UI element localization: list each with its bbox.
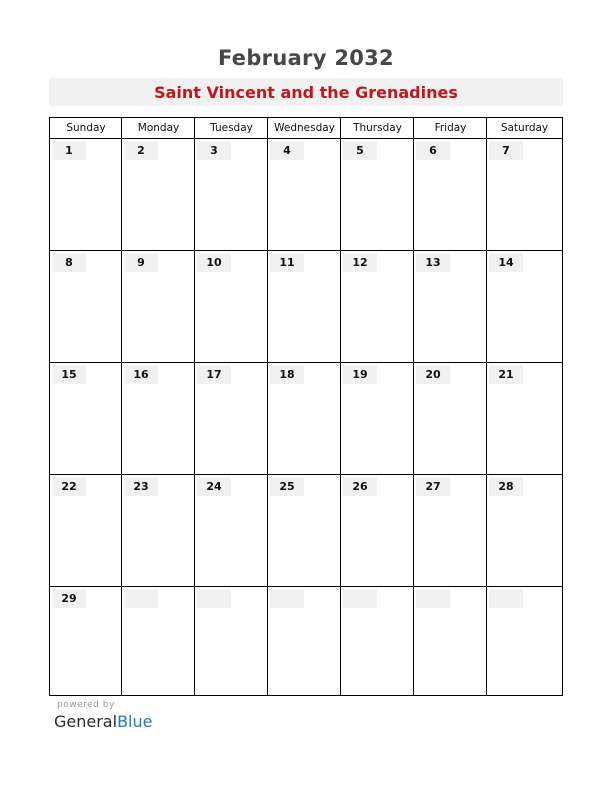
country-banner xyxy=(49,78,563,106)
day-cell[interactable] xyxy=(268,251,341,363)
day-number: 21 xyxy=(489,365,523,384)
day-number: 6 xyxy=(416,141,450,160)
day-cell[interactable] xyxy=(341,251,414,363)
weekday-header-friday: Friday xyxy=(434,122,467,134)
weekday-header-wednesday: Wednesday xyxy=(274,122,335,134)
day-cell[interactable] xyxy=(122,587,195,695)
day-number: 19 xyxy=(343,365,377,384)
day-cell[interactable] xyxy=(195,363,268,475)
day-cell[interactable] xyxy=(487,139,562,251)
day-number: 26 xyxy=(343,477,377,496)
day-cell[interactable] xyxy=(50,587,122,695)
day-cell[interactable] xyxy=(414,251,487,363)
day-cell[interactable] xyxy=(487,251,562,363)
day-cell[interactable] xyxy=(414,587,487,695)
day-number: 8 xyxy=(52,253,86,272)
day-cell[interactable] xyxy=(268,475,341,587)
day-cell[interactable] xyxy=(341,587,414,695)
calendar-grid xyxy=(49,117,563,696)
day-cell[interactable] xyxy=(122,363,195,475)
calendar-title: February 2032 xyxy=(218,46,394,70)
day-cell[interactable] xyxy=(487,475,562,587)
day-number xyxy=(343,589,377,608)
day-number: 9 xyxy=(124,253,158,272)
day-cell[interactable] xyxy=(195,475,268,587)
day-cell[interactable] xyxy=(268,139,341,251)
weekday-header-monday: Monday xyxy=(137,122,180,134)
day-cell[interactable] xyxy=(195,139,268,251)
day-number: 27 xyxy=(416,477,450,496)
day-cell[interactable] xyxy=(414,363,487,475)
weekday-header-saturday: Saturday xyxy=(500,122,549,134)
day-number: 7 xyxy=(489,141,523,160)
weekday-header-thursday: Thursday xyxy=(353,122,402,134)
day-number xyxy=(124,589,158,608)
generalblue-logo[interactable] xyxy=(54,712,152,731)
day-cell[interactable] xyxy=(268,587,341,695)
day-cell[interactable] xyxy=(195,251,268,363)
day-cell[interactable] xyxy=(414,139,487,251)
day-number: 13 xyxy=(416,253,450,272)
weekday-header-tuesday: Tuesday xyxy=(210,122,253,134)
day-number: 14 xyxy=(489,253,523,272)
country-name: Saint Vincent and the Grenadines xyxy=(154,83,458,102)
day-cell[interactable] xyxy=(341,475,414,587)
day-number: 12 xyxy=(343,253,377,272)
day-number: 25 xyxy=(270,477,304,496)
day-cell[interactable] xyxy=(341,139,414,251)
day-cell[interactable] xyxy=(268,363,341,475)
day-number: 16 xyxy=(124,365,158,384)
day-number: 20 xyxy=(416,365,450,384)
day-cell[interactable] xyxy=(50,251,122,363)
day-number: 10 xyxy=(197,253,231,272)
day-number xyxy=(489,589,523,608)
day-cell[interactable] xyxy=(122,251,195,363)
day-number: 2 xyxy=(124,141,158,160)
day-number xyxy=(197,589,231,608)
day-cell[interactable] xyxy=(50,363,122,475)
day-number: 29 xyxy=(52,589,86,608)
day-cell[interactable] xyxy=(487,363,562,475)
day-number: 24 xyxy=(197,477,231,496)
day-number xyxy=(270,589,304,608)
brand-general: General xyxy=(54,712,118,731)
day-number: 18 xyxy=(270,365,304,384)
day-cell[interactable] xyxy=(341,363,414,475)
day-number: 22 xyxy=(52,477,86,496)
day-number: 4 xyxy=(270,141,304,160)
powered-by-text: powered by xyxy=(57,700,115,710)
day-number: 1 xyxy=(52,141,86,160)
day-cell[interactable] xyxy=(122,139,195,251)
day-cell[interactable] xyxy=(122,475,195,587)
day-number: 15 xyxy=(52,365,86,384)
day-number: 11 xyxy=(270,253,304,272)
day-number: 23 xyxy=(124,477,158,496)
weekday-header-sunday: Sunday xyxy=(66,122,106,134)
brand-blue: Blue xyxy=(117,712,153,731)
day-cell[interactable] xyxy=(50,475,122,587)
day-number: 3 xyxy=(197,141,231,160)
day-cell[interactable] xyxy=(50,139,122,251)
day-cell[interactable] xyxy=(487,587,562,695)
day-cell[interactable] xyxy=(195,587,268,695)
day-number: 28 xyxy=(489,477,523,496)
day-number: 5 xyxy=(343,141,377,160)
day-number: 17 xyxy=(197,365,231,384)
day-cell[interactable] xyxy=(414,475,487,587)
day-number xyxy=(416,589,450,608)
